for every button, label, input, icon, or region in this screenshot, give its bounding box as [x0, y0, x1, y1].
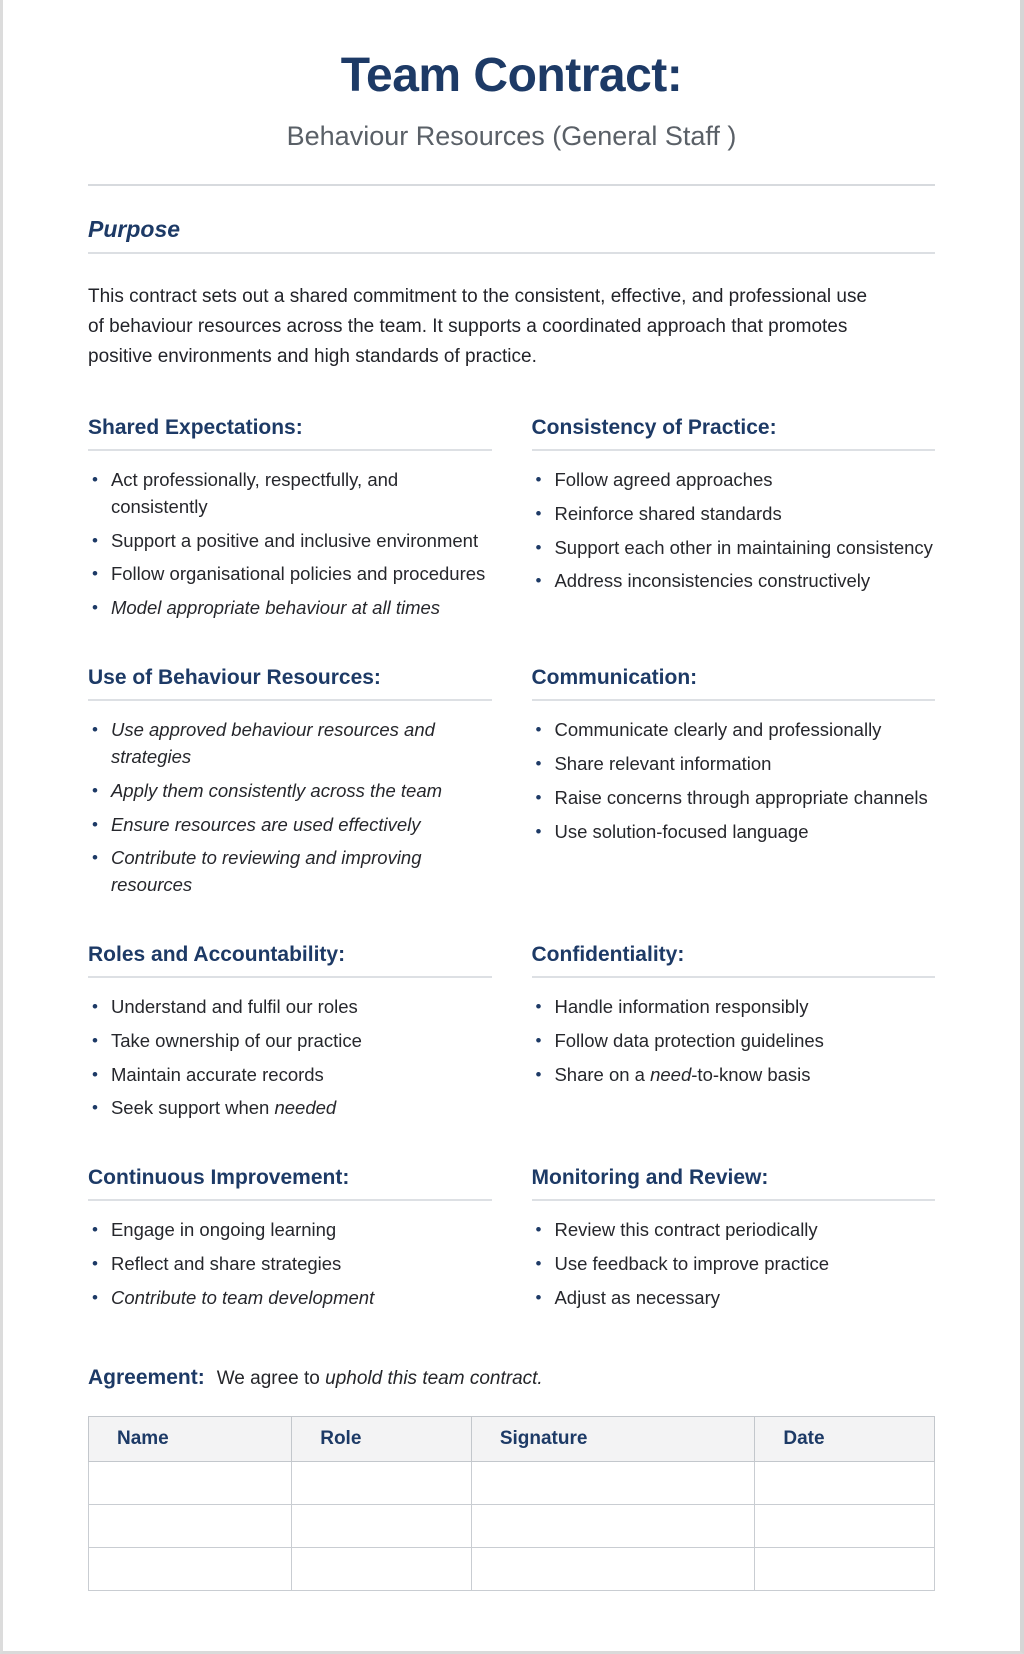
bullet-dot-icon: •	[92, 564, 98, 584]
bullet-dot-icon: •	[92, 1064, 98, 1084]
bullet-text: Use solution-focused language	[554, 820, 809, 842]
bullet-dot-icon: •	[92, 814, 98, 834]
table-cell	[471, 1461, 755, 1504]
bullet-dot-icon: •	[92, 848, 98, 868]
bullet-text: Take ownership of our practice	[110, 1029, 362, 1051]
signature-table	[88, 1416, 935, 1591]
bullet-text: Seek support when needed	[110, 1097, 337, 1119]
bullet-text: Support a positive and inclusive environment	[110, 529, 479, 551]
bullet-list	[532, 467, 936, 595]
table-cell	[471, 1547, 755, 1590]
bullet-text: Raise concerns through appropriate channels	[554, 786, 928, 808]
bullet-dot-icon: •	[92, 1254, 98, 1274]
bullet-dot-icon: •	[92, 1220, 98, 1240]
bullet-dot-icon: •	[92, 780, 98, 800]
table-row	[89, 1461, 935, 1504]
bullet-dot-icon: •	[92, 720, 98, 740]
purpose-body: This contract sets out a shared commitment to the consistent, effective, and professional use of behaviour resources across the team. It supports a coordinated approach that promotes positive environments and high standards of practice.	[88, 286, 868, 368]
bullet-text: Communicate clearly and professionally	[554, 719, 882, 741]
bullet-text: Follow organisational policies and procedures	[110, 563, 486, 585]
bullet-text: Contribute to reviewing and improving resources	[110, 847, 422, 896]
bullet-text: Ensure resources are used effectively	[110, 813, 421, 835]
bullet-text: Apply them consistently across the team	[110, 779, 443, 801]
content-section	[88, 416, 492, 622]
section-heading: Shared Expectations:	[88, 416, 492, 451]
purpose-heading: Purpose	[88, 216, 935, 254]
header-divider	[88, 184, 935, 186]
bullet-dot-icon: •	[92, 530, 98, 550]
section-heading: Continuous Improvement:	[88, 1166, 492, 1201]
bullet-item	[88, 812, 492, 839]
table-header-cell: Role	[292, 1416, 472, 1461]
bullet-item	[532, 717, 936, 744]
section-heading: Confidentiality:	[532, 943, 936, 978]
bullet-text: Use approved behaviour resources and strategies	[110, 719, 435, 767]
bullet-dot-icon: •	[92, 996, 98, 1016]
bullet-text: Maintain accurate records	[110, 1063, 324, 1085]
bullet-item	[88, 1062, 492, 1089]
bullet-text: Address inconsistencies constructively	[554, 570, 871, 592]
bullet-item	[532, 501, 936, 528]
table-cell	[292, 1461, 472, 1504]
bullet-dot-icon: •	[535, 571, 542, 591]
table-row	[89, 1504, 935, 1547]
bullet-text: Use feedback to improve practice	[554, 1253, 829, 1275]
bullet-dot-icon: •	[92, 1030, 98, 1050]
bullet-item	[532, 994, 936, 1021]
bullet-dot-icon: •	[535, 1220, 542, 1240]
table-cell	[292, 1504, 472, 1547]
content-section	[88, 666, 492, 899]
page-title: Team Contract:	[340, 49, 683, 102]
bullet-item	[88, 1217, 492, 1244]
bullet-text: Review this contract periodically	[554, 1219, 818, 1241]
bullet-dot-icon: •	[535, 503, 542, 523]
agreement-label: Agreement:	[88, 1365, 205, 1389]
bullet-text: Share relevant information	[554, 752, 772, 774]
agreement-text-italic: uphold this team contract.	[325, 1367, 543, 1389]
bullet-list	[532, 994, 936, 1088]
bullet-dot-icon: •	[92, 1098, 98, 1118]
bullet-text: Contribute to team development	[110, 1286, 375, 1308]
bullet-text: Adjust as necessary	[554, 1286, 721, 1308]
bullet-dot-icon: •	[535, 470, 542, 490]
bullet-item	[532, 1062, 936, 1089]
bullet-item	[532, 467, 936, 494]
content-section	[532, 1166, 936, 1311]
bullet-item	[88, 595, 492, 622]
bullet-dot-icon: •	[535, 1064, 542, 1084]
bullet-text: Share on a need-to-know basis	[554, 1063, 811, 1085]
bullet-list	[532, 717, 936, 845]
bullet-item	[532, 1028, 936, 1055]
bullet-item	[88, 845, 492, 899]
purpose-section	[88, 216, 935, 372]
bullet-list	[88, 1217, 492, 1311]
table-cell	[755, 1547, 935, 1590]
bullet-item	[88, 528, 492, 555]
bullet-dot-icon: •	[535, 996, 542, 1016]
bullet-item	[532, 1285, 936, 1312]
bullet-item	[532, 535, 936, 562]
bullet-item	[88, 1285, 492, 1312]
page-subtitle: Behaviour Resources (General Staff )	[286, 121, 737, 151]
content-section	[532, 666, 936, 899]
section-heading: Monitoring and Review:	[532, 1166, 936, 1201]
table-cell	[89, 1547, 292, 1590]
section-heading: Communication:	[532, 666, 936, 701]
bullet-item	[532, 785, 936, 812]
bullet-item	[532, 1251, 936, 1278]
bullet-text: Model appropriate behaviour at all times	[110, 597, 441, 619]
bullet-text: Engage in ongoing learning	[110, 1219, 337, 1241]
bullet-list	[88, 717, 492, 899]
bullet-dot-icon: •	[535, 1287, 542, 1307]
bullet-dot-icon: •	[535, 753, 542, 773]
content-section	[88, 1166, 492, 1311]
bullet-dot-icon: •	[92, 470, 98, 490]
section-heading: Consistency of Practice:	[532, 416, 936, 451]
bullet-list	[88, 467, 492, 622]
bullet-text: Handle information responsibly	[554, 995, 809, 1017]
bullet-dot-icon: •	[535, 720, 542, 740]
bullet-dot-icon: •	[535, 821, 542, 841]
bullet-dot-icon: •	[535, 1030, 542, 1050]
table-cell	[89, 1504, 292, 1547]
bullet-dot-icon: •	[535, 787, 542, 807]
bullet-item	[88, 561, 492, 588]
table-cell	[292, 1547, 472, 1590]
bullet-item	[88, 717, 492, 771]
table-cell	[471, 1504, 755, 1547]
bullet-dot-icon: •	[92, 598, 98, 618]
bullet-text: Support each other in maintaining consistency	[554, 536, 933, 558]
content-section	[88, 943, 492, 1122]
section-heading: Roles and Accountability:	[88, 943, 492, 978]
table-row	[89, 1547, 935, 1590]
bullet-text: Follow agreed approaches	[554, 469, 773, 491]
bullet-item	[532, 568, 936, 595]
table-header-cell: Name	[89, 1416, 292, 1461]
content-section	[532, 416, 936, 622]
bullet-text: Reinforce shared standards	[554, 502, 782, 524]
bullet-text: Act professionally, respectfully, and consistently	[110, 469, 399, 517]
bullet-text: Reflect and share strategies	[110, 1253, 342, 1275]
bullet-item	[88, 1251, 492, 1278]
bullet-list	[532, 1217, 936, 1311]
bullet-item	[532, 751, 936, 778]
bullet-item	[532, 819, 936, 846]
document-header	[88, 48, 935, 186]
table-cell	[755, 1461, 935, 1504]
agreement-line	[88, 1366, 935, 1390]
bullet-dot-icon: •	[535, 537, 542, 557]
bullet-text: Follow data protection guidelines	[554, 1029, 824, 1051]
table-header-cell: Date	[755, 1416, 935, 1461]
bullet-item	[88, 1028, 492, 1055]
section-heading: Use of Behaviour Resources:	[88, 666, 492, 701]
agreement-text: We agree to	[216, 1367, 326, 1389]
table-header-row	[89, 1416, 935, 1461]
bullet-item	[88, 1095, 492, 1122]
sections-grid	[88, 416, 935, 1312]
table-header-cell: Signature	[471, 1416, 755, 1461]
table-cell	[755, 1504, 935, 1547]
table-cell	[89, 1461, 292, 1504]
bullet-dot-icon: •	[92, 1287, 98, 1307]
content-section	[532, 943, 936, 1122]
bullet-text: Understand and fulfil our roles	[110, 995, 358, 1017]
bullet-dot-icon: •	[535, 1254, 542, 1274]
bullet-item	[88, 467, 492, 521]
bullet-item	[532, 1217, 936, 1244]
bullet-item	[88, 778, 492, 805]
bullet-item	[88, 994, 492, 1021]
bullet-list	[88, 994, 492, 1122]
